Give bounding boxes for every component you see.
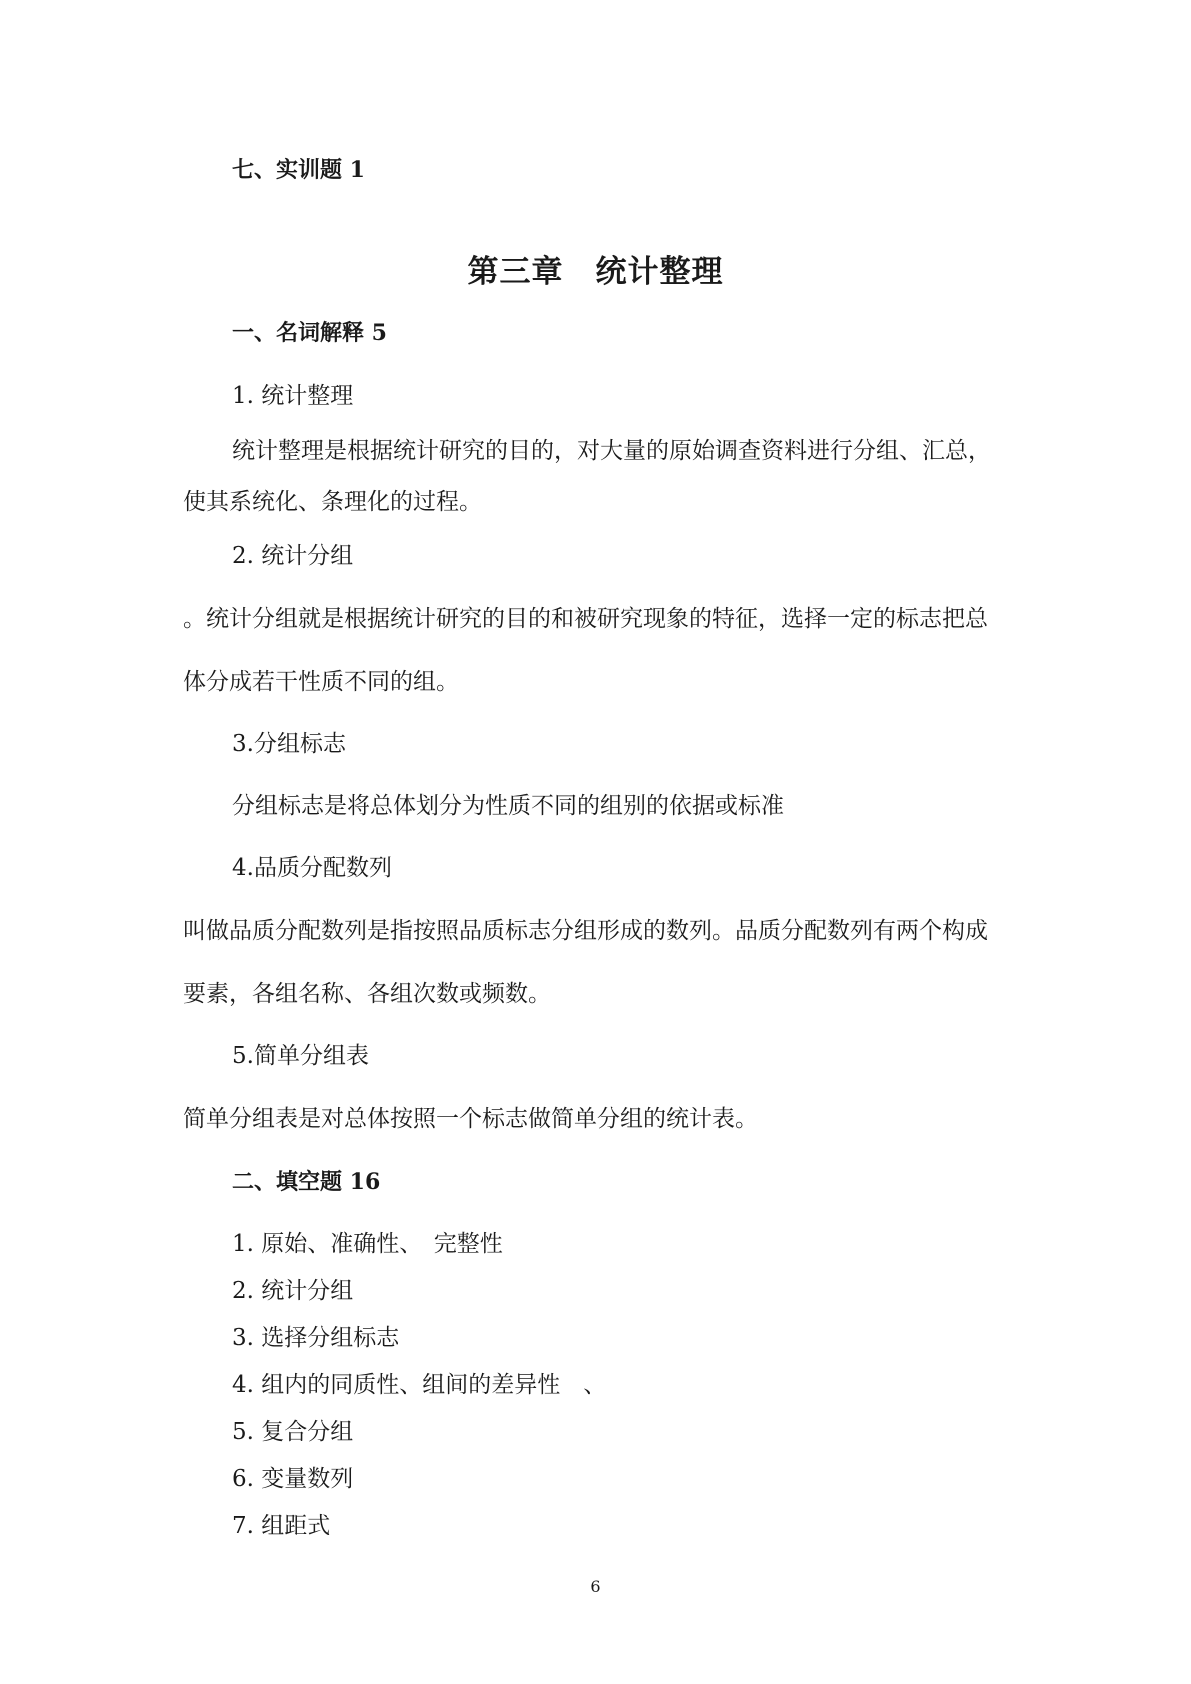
term-definition-line: 分组标志是将总体划分为性质不同的组别的依据或标准 [232, 793, 784, 819]
term-definition-line: 体分成若干性质不同的组。 [183, 669, 459, 695]
term-definition-line: 要素，各组名称、各组次数或频数。 [183, 981, 551, 1007]
fill-answer-item: 1. 原始、准确性、 完整性 [232, 1231, 503, 1257]
fill-answer-item: 5. 复合分组 [232, 1419, 354, 1445]
fill-answer-item: 4. 组内的同质性、组间的差异性 、 [232, 1372, 607, 1398]
term-definition-line: 。统计分组就是根据统计研究的目的和被研究现象的特征，选择一定的标志把总 [183, 606, 988, 632]
fill-answer-item: 7. 组距式 [232, 1513, 331, 1539]
page-number: 6 [590, 1577, 601, 1596]
term-definition-line: 统计整理是根据统计研究的目的，对大量的原始调查资料进行分组、汇总， [232, 438, 991, 464]
term-title: 3.分组标志 [232, 731, 346, 757]
term-title: 2. 统计分组 [232, 543, 354, 569]
term-title: 4.品质分配数列 [232, 855, 392, 881]
chapter-title: 第三章 统计整理 [467, 254, 724, 290]
fill-answer-item: 2. 统计分组 [232, 1278, 354, 1304]
fill-answer-item: 3. 选择分组标志 [232, 1325, 400, 1351]
term-definition-line: 简单分组表是对总体按照一个标志做简单分组的统计表。 [183, 1106, 758, 1132]
term-title: 1. 统计整理 [232, 383, 354, 409]
term-title: 5.简单分组表 [232, 1043, 369, 1069]
fill-answer-item: 6. 变量数列 [232, 1466, 354, 1492]
term-definition-line: 叫做品质分配数列是指按照品质标志分组形成的数列。品质分配数列有两个构成 [183, 918, 988, 944]
section-heading-fill-in: 二、填空题 16 [232, 1169, 381, 1195]
term-definition-line: 使其系统化、条理化的过程。 [183, 489, 482, 515]
section-heading-practical: 七、实训题 1 [232, 157, 365, 183]
section-heading-terms: 一、名词解释 5 [232, 320, 387, 346]
